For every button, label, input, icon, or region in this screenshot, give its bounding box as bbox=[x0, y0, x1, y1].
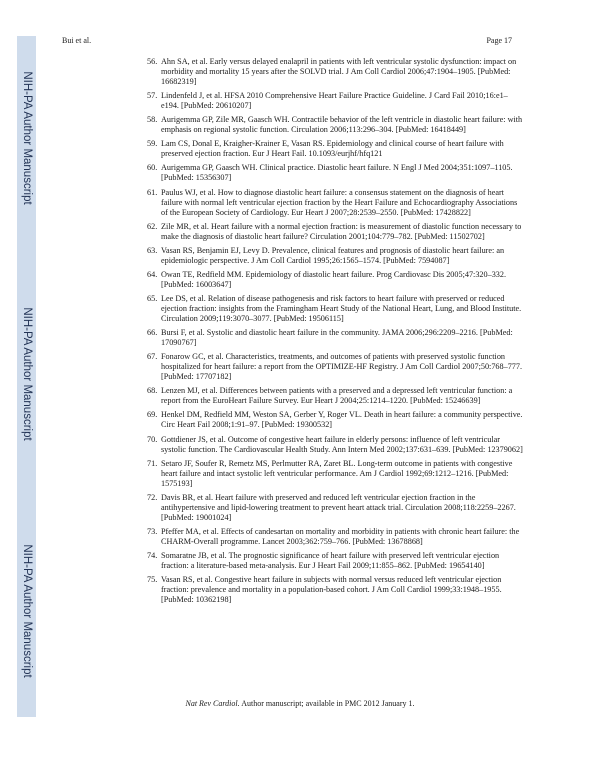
reference-number: 67. bbox=[147, 352, 158, 362]
sidebar-label-text: NIH-PA Author Manuscript bbox=[20, 307, 33, 441]
reference-item bbox=[147, 386, 525, 406]
sidebar-label-text: NIH-PA Author Manuscript bbox=[20, 71, 33, 205]
reference-item bbox=[147, 91, 525, 111]
reference-item bbox=[147, 246, 525, 266]
reference-number: 57. bbox=[147, 91, 158, 101]
reference-item bbox=[147, 551, 525, 571]
reference-item bbox=[147, 222, 525, 242]
reference-text: Henkel DM, Redfield MM, Weston SA, Gerber Y, Roger VL. Death in heart failure: a community perspective. Circ Heart Fail 2008;1:91–97. [PubMed: 19300532] bbox=[161, 410, 523, 430]
reference-item bbox=[147, 270, 525, 290]
reference-item bbox=[147, 294, 525, 324]
reference-number: 65. bbox=[147, 293, 158, 303]
reference-item bbox=[147, 188, 525, 218]
reference-item bbox=[147, 575, 525, 605]
reference-item bbox=[147, 410, 525, 430]
reference-text: Lee DS, et al. Relation of disease pathogenesis and risk factors to heart failure with preserved or reduced ejection fraction: insights from the Framingham Heart Study of the National Heart, Lung, and Blood Institute. Circulation 2009;119:3070–3077. [PubMed: 19506115] bbox=[161, 293, 522, 324]
page-footer bbox=[0, 699, 600, 708]
reference-text: Lindenfeld J, et al. HFSA 2010 Comprehensive Heart Failure Practice Guideline. J Card Fail 2010;16:e1–e194. [PubMed: 20610207] bbox=[161, 91, 508, 111]
reference-text: Pfeffer MA, et al. Effects of candesartan on mortality and morbidity in patients with chronic heart failure: the CHARM-Overall programme. Lancet 2003;362:759–766. [PubMed: 13678868] bbox=[161, 526, 520, 546]
reference-list bbox=[147, 57, 525, 609]
reference-number: 68. bbox=[147, 386, 158, 396]
footer-journal: Nat Rev Cardiol. bbox=[185, 699, 240, 708]
reference-text: Owan TE, Redfield MM. Epidemiology of diastolic heart failure. Prog Cardiovasc Dis 2005;47:320–332. [PubMed: 16003647] bbox=[161, 269, 507, 289]
running-head-author: Bui et al. bbox=[62, 36, 92, 45]
reference-text: Vasan RS, Benjamin EJ, Levy D. Prevalence, clinical features and prognosis of diastolic heart failure: an epidemiologic perspective. J Am Coll Cardiol 1995;26:1565–1574. [PubMed: 7594087] bbox=[161, 245, 505, 265]
reference-number: 66. bbox=[147, 328, 158, 338]
reference-number: 72. bbox=[147, 492, 158, 502]
reference-text: Bursi F, et al. Systolic and diastolic heart failure in the community. JAMA 2006;296:2209–2216. [PubMed: 17090767] bbox=[161, 328, 513, 348]
page-number: Page 17 bbox=[486, 36, 512, 45]
reference-item bbox=[147, 57, 525, 87]
reference-text: Davis BR, et al. Heart failure with preserved and reduced left ventricular ejection fraction in the antihypertensive and lipid-lowering treatment to prevent heart attack trial. Circulation 2008;118:2259–2267. [PubMed: 19001024] bbox=[161, 492, 516, 522]
reference-item bbox=[147, 435, 525, 455]
reference-number: 60. bbox=[147, 163, 158, 173]
reference-text: Paulus WJ, et al. How to diagnose diastolic heart failure: a consensus statement on the diagnosis of heart failure with normal left ventricular ejection fraction by the Heart Failure and Echocardiography Associations of the European Society of Cardiology. Eur Heart J 2007;28:2539–2550. [PubMed: 17428822] bbox=[161, 187, 518, 217]
reference-number: 69. bbox=[147, 410, 158, 420]
reference-item bbox=[147, 163, 525, 183]
manuscript-sidebar bbox=[17, 36, 36, 717]
reference-text: Gottdiener JS, et al. Outcome of congestive heart failure in elderly persons: influence of left ventricular systolic function. The Cardiovascular Health Study. Ann Intern Med 2002;137:631–639. [PubMed: 12379062] bbox=[161, 434, 523, 454]
reference-item bbox=[147, 139, 525, 159]
reference-text: Aurigemma GP, Zile MR, Gaasch WH. Contractile behavior of the left ventricle in diastolic heart failure: with emphasis on regional systolic function. Circulation 2006;113:296–304. [PubMed: 16418449] bbox=[161, 115, 523, 135]
reference-item bbox=[147, 115, 525, 135]
reference-text: Ahn SA, et al. Early versus delayed enalapril in patients with left ventricular systolic dysfunction: impact on morbidity and mortality 15 years after the SOLVD trial. J Am Coll Cardiol 2006;47:1904–1905. [PubMed: 16682319] bbox=[161, 57, 517, 87]
reference-number: 56. bbox=[147, 57, 158, 66]
reference-item bbox=[147, 459, 525, 489]
reference-text: Setaro JF, Soufer R, Remetz MS, Perlmutter RA, Zaret BL. Long-term outcome in patients with congestive heart failure and intact systolic left ventricular performance. Am J Cardiol 1992;69:1212–1216. [PubMed: 1575193] bbox=[161, 458, 513, 488]
reference-text: Aurigemma GP, Gaasch WH. Clinical practice. Diastolic heart failure. N Engl J Med 2004;351:1097–1105. [PubMed: 15356307] bbox=[161, 163, 513, 183]
reference-item bbox=[147, 352, 525, 382]
reference-text: Vasan RS, et al. Congestive heart failure in subjects with normal versus reduced left ventricular ejection fraction: prevalence and mortality in a population-based cohort. J Am Coll Cardiol 1999;33:1948–1955. [PubMed: 10362198] bbox=[161, 575, 502, 605]
reference-number: 73. bbox=[147, 526, 158, 536]
reference-number: 62. bbox=[147, 221, 158, 231]
reference-number: 70. bbox=[147, 434, 158, 444]
reference-item bbox=[147, 328, 525, 348]
footer-text: Author manuscript; available in PMC 2012 January 1. bbox=[239, 699, 415, 708]
reference-number: 63. bbox=[147, 245, 158, 255]
reference-text: Lam CS, Donal E, Kraigher-Krainer E, Vasan RS. Epidemiology and clinical course of heart failure with preserved ejection fraction. Eur J Heart Fail. 10.1093/eurjhf/hfq121 bbox=[161, 139, 504, 159]
reference-number: 75. bbox=[147, 575, 158, 585]
reference-item bbox=[147, 527, 525, 547]
reference-number: 58. bbox=[147, 115, 158, 125]
reference-number: 74. bbox=[147, 550, 158, 560]
reference-number: 64. bbox=[147, 269, 158, 279]
reference-text: Fonarow GC, et al. Characteristics, treatments, and outcomes of patients with preserved systolic function hospitalized for heart failure: a report from the OPTIMIZE-HF Registry. J Am Coll Cardiol 2007;50:768–777. [PubMed: 17707182] bbox=[161, 352, 523, 382]
reference-number: 71. bbox=[147, 458, 158, 468]
reference-text: Lenzen MJ, et al. Differences between patients with a preserved and a depressed left ventricular function: a report from the EuroHeart Failure Survey. Eur Heart J 2004;25:1214–1220. [PubMed: 15246639] bbox=[161, 386, 513, 406]
reference-item bbox=[147, 493, 525, 523]
reference-number: 61. bbox=[147, 187, 158, 197]
sidebar-label-text: NIH-PA Author Manuscript bbox=[20, 544, 33, 678]
reference-number: 59. bbox=[147, 139, 158, 149]
reference-text: Zile MR, et al. Heart failure with a normal ejection fraction: is measurement of diastolic function necessary to make the diagnosis of diastolic heart failure? Circulation 2001;104:779–782. [PubMed: 11502702] bbox=[161, 221, 522, 241]
reference-text: Somaratne JB, et al. The prognostic significance of heart failure with preserved left ventricular ejection fraction: a literature-based meta-analysis. Eur J Heart Fail 2009;11:855–862. [PubMed: 19654140] bbox=[161, 550, 500, 571]
